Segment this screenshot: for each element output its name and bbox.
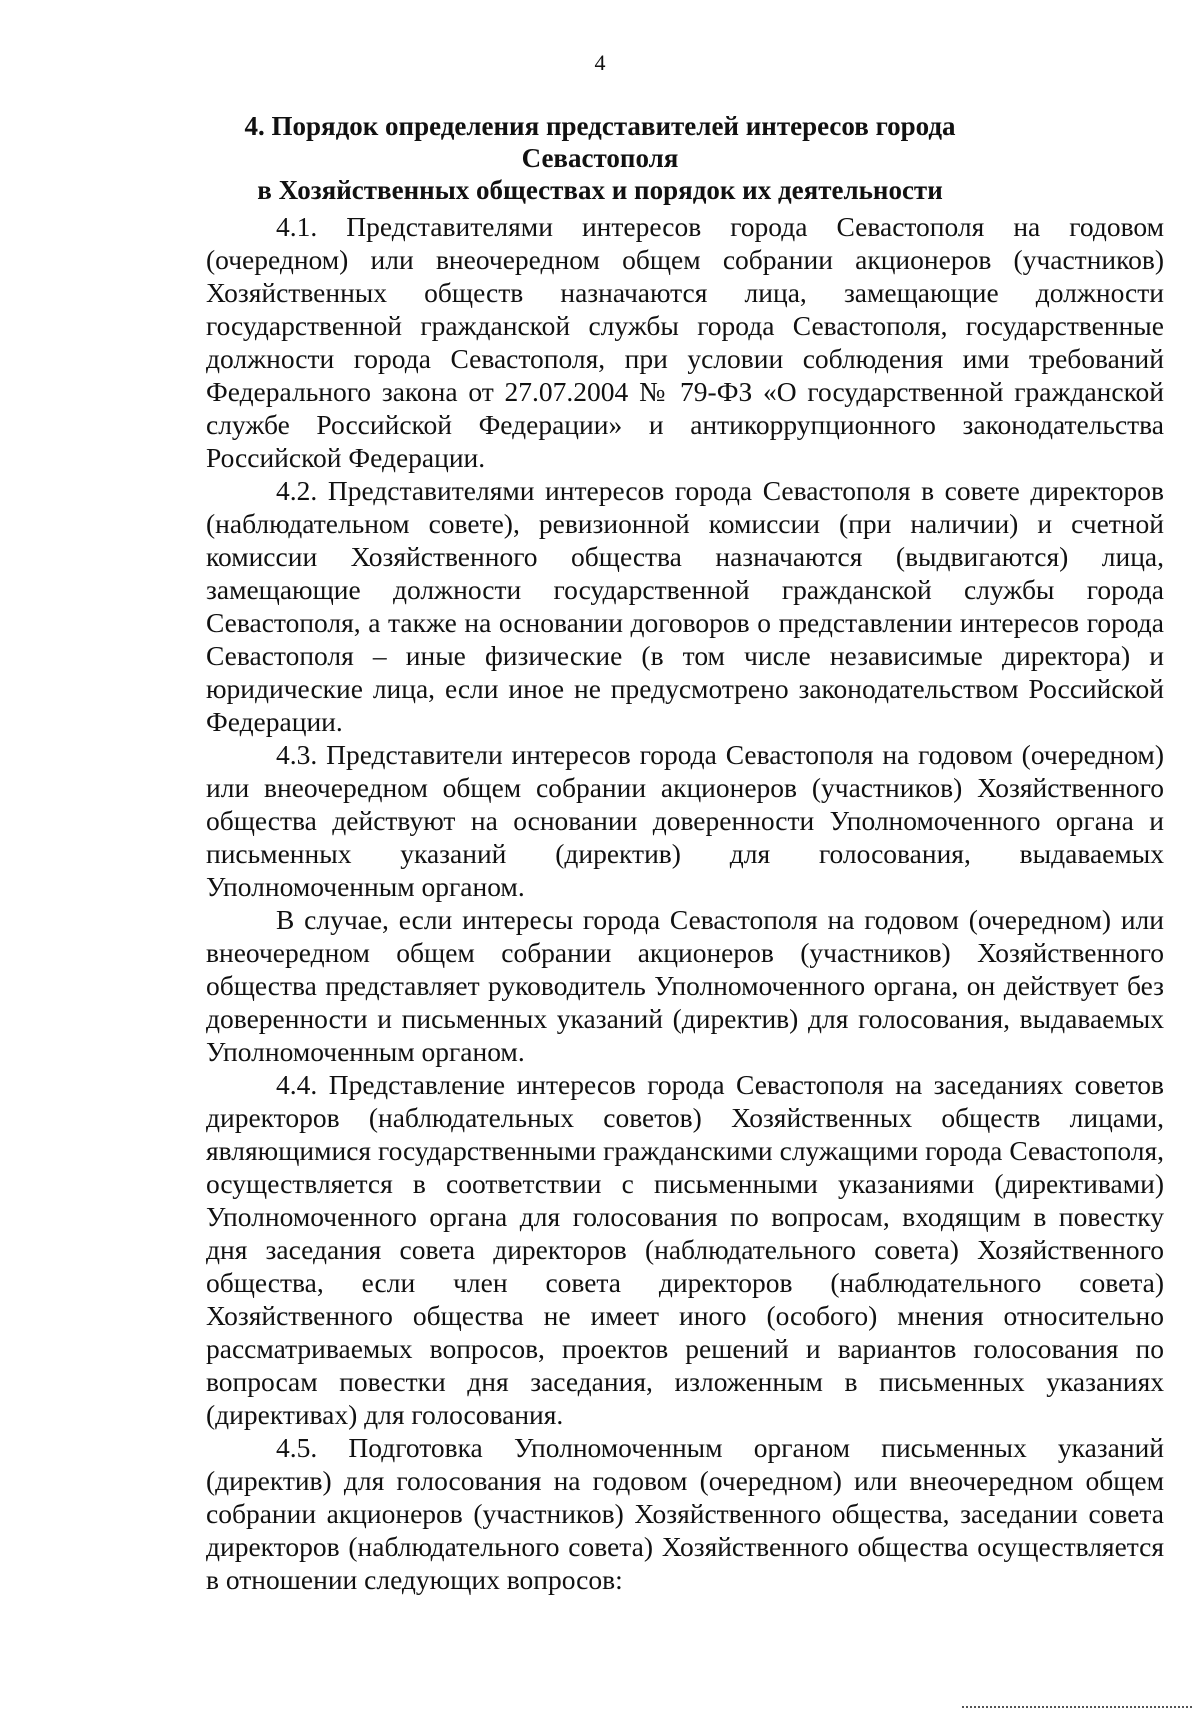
section-body: [206, 210, 1164, 1596]
page-number: 4: [594, 50, 606, 75]
paragraph-4-4: 4.4. Представление интересов города Севастополя на заседаниях советов директоров (наблюдательных советов) Хозяйственных обществ лицами, являющимися государственными гражданскими служащими города Севастополя, осуществляется в соответствии с письменными указаниями (директивами) Уполномоченного органа для голосования по вопросам, входящим в повестку дня заседания совета директоров (наблюдательного совета) Хозяйственного общества, если член совета директоров (наблюдательного совета) Хозяйственного общества не имеет иного (особого) мнения относительно рассматриваемых вопросов, проектов решений и вариантов голосования по вопросам повестки дня заседания, изложенным в письменных указаниях (директивах) для голосования.: [206, 1069, 1164, 1430]
paragraph-4-3: 4.3. Представители интересов города Севастополя на годовом (очередном) или внеочередном общем собрании акционеров (участников) Хозяйственного общества действуют на основании доверенности Уполномоченного органа и письменных указаний (директив) для голосования, выдаваемых Уполномоченным органом.: [206, 739, 1164, 902]
paragraph-4-3-continued: В случае, если интересы города Севастополя на годовом (очередном) или внеочередном общем собрании акционеров (участников) Хозяйственного общества представляет руководитель Уполномоченного органа, он действует без доверенности и письменных указаний (директив) для голосования, выдаваемых Уполномоченным органом.: [206, 904, 1164, 1067]
paragraph-4-1: 4.1. Представителями интересов города Севастополя на годовом (очередном) или внеочередном общем собрании акционеров (участников) Хозяйственных обществ назначаются лица, замещающие должности государственной гражданской службы города Севастополя, государственные должности города Севастополя, при условии соблюдения ими требований Федерального закона от 27.07.2004 № 79-ФЗ «О государственной гражданской службе Российской Федерации» и антикоррупционного законодательства Российской Федерации.: [206, 211, 1164, 473]
section-heading-line-2: в Хозяйственных обществах и порядок их деятельности: [257, 175, 943, 205]
section-heading: [200, 110, 1000, 206]
paragraph-4-2: 4.2. Представителями интересов города Севастополя в совете директоров (наблюдательном совете), ревизионной комиссии (при наличии) и счетной комиссии Хозяйственного общества назначаются (выдвигаются) лица, замещающие должности государственной гражданской службы города Севастополя, а также на основании договоров о представлении интересов города Севастополя – иные физические (в том числе независимые директора) и юридические лица, если иное не предусмотрено законодательством Российской Федерации.: [206, 475, 1164, 737]
scan-artifact-line: [962, 1706, 1192, 1712]
paragraph-4-5: 4.5. Подготовка Уполномоченным органом письменных указаний (директив) для голосования на годовом (очередном) или внеочередном общем собрании акционеров (участников) Хозяйственного общества, заседании совета директоров (наблюдательного совета) Хозяйственного общества осуществляется в отношении следующих вопросов:: [206, 1432, 1164, 1595]
section-heading-line-1: 4. Порядок определения представителей интересов города Севастополя: [244, 111, 956, 173]
